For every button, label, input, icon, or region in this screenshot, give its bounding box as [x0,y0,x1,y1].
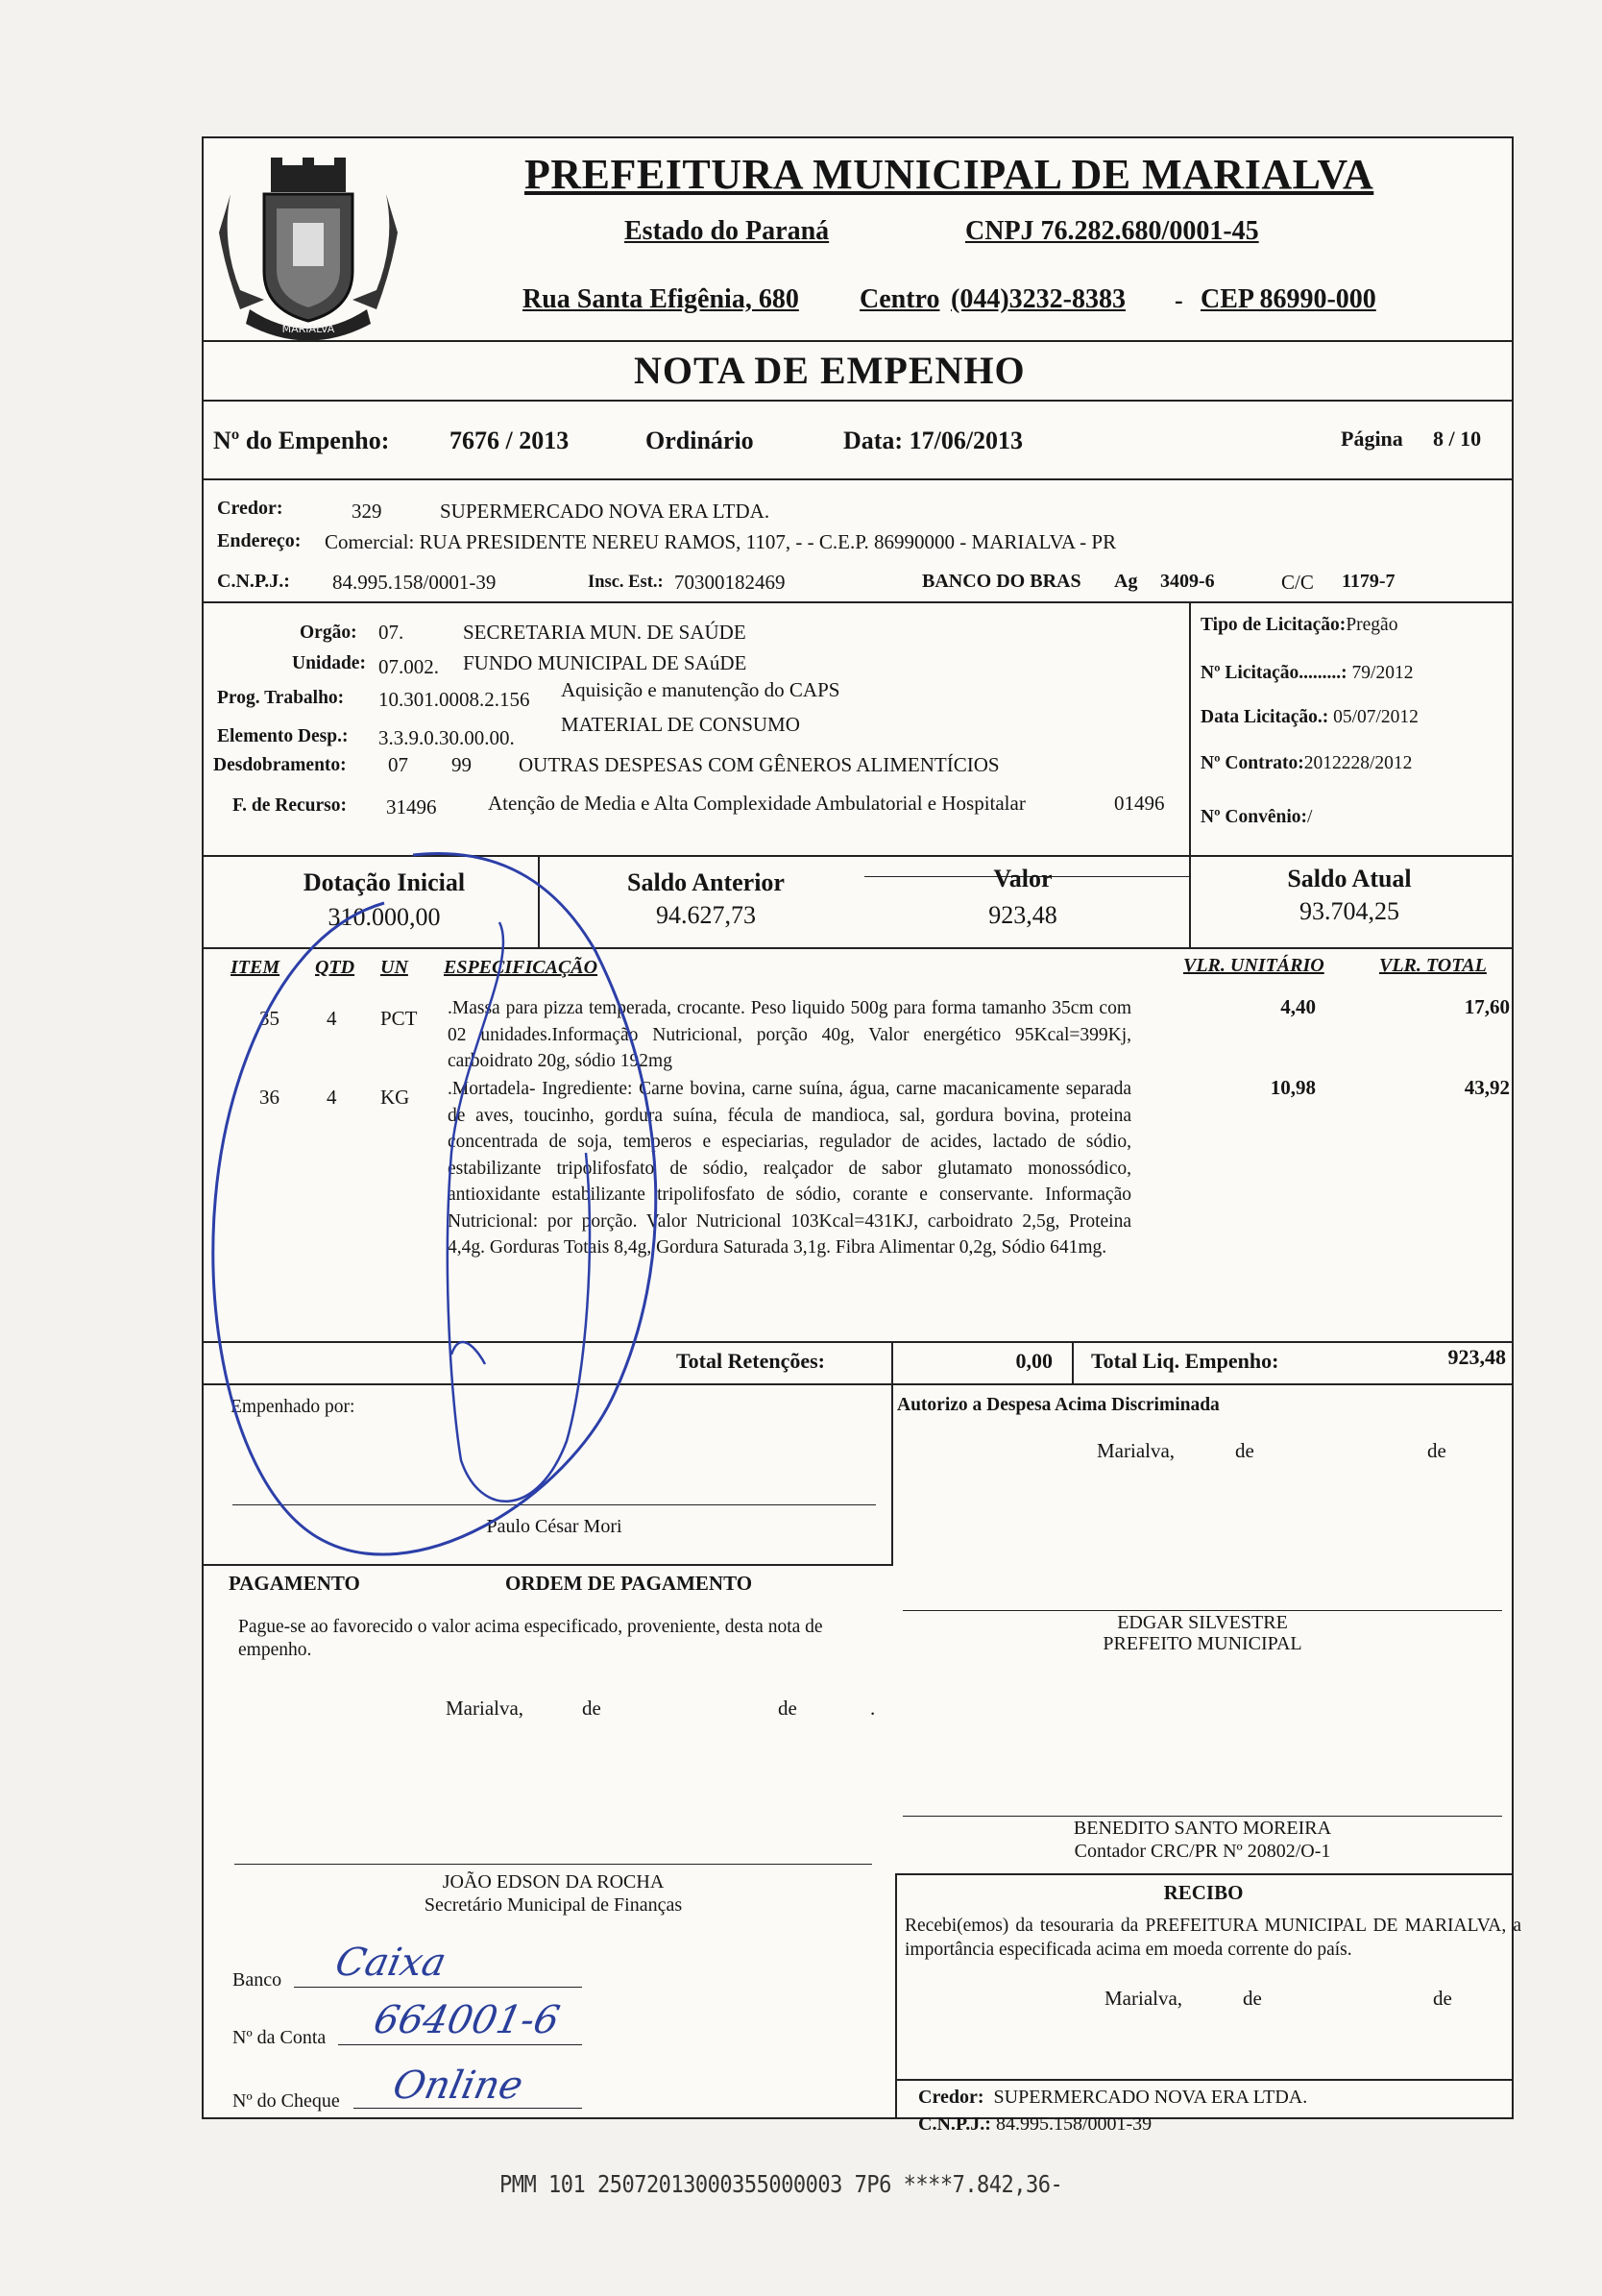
document-title: NOTA DE EMPENHO [634,349,1026,392]
item-unit-price: 10,98 [1270,1076,1316,1099]
numero-contrato: Nº Contrato:2012228/2012 [1201,753,1413,773]
pagamento-de: de [778,1697,797,1720]
pagamento-label: PAGAMENTO [229,1572,360,1595]
contador-name: BENEDITO SANTO MOREIRA [1073,1818,1332,1839]
unidade-code: 07.002. [378,655,439,678]
col-spec-header: ESPECIFICAÇÃO [444,957,598,978]
data-licitacao: Data Licitação.: 05/07/2012 [1201,707,1419,727]
agency-label: Ag [1114,571,1138,592]
divider [1072,1341,1074,1383]
empenho-number: 7676 / 2013 [449,427,570,454]
total-liquido-label: Total Liq. Empenho: [1091,1349,1279,1373]
insc-value: 70300182469 [674,571,786,594]
dotacao-label: Dotação Inicial [303,868,466,896]
col-total-header: VLR. TOTAL [1379,955,1487,976]
col-un-header: UN [380,957,408,978]
divider [202,340,1512,342]
district-label: Centro [860,284,940,314]
item-specification: .Massa para pizza temperada, crocante. Peso liquido 500g para forma tamanho 35cm com 02 unidades.Informação Nutricional, porção 40g, Valor energético 95Kcal=399Kj, carboidrato 20g, sódio 192mg [448,998,1131,1071]
item-number: 35 [259,1007,279,1030]
item-quantity: 4 [327,1007,337,1030]
page-label: Página [1341,427,1403,451]
total-liquido-value: 923,48 [1447,1345,1506,1369]
orgao-code: 07. [378,621,404,644]
cheque-line [353,2108,582,2109]
item-unit: PCT [380,1007,418,1030]
municipality-title: PREFEITURA MUNICIPAL DE MARIALVA [524,151,1374,198]
conta-label: Nº da Conta [232,2027,327,2048]
account-number: 1179-7 [1342,571,1396,592]
empenhado-label: Empenhado por: [231,1397,355,1417]
insc-label: Insc. Est.: [588,573,664,592]
cnpj-label: CNPJ 76.282.680/0001-45 [965,216,1259,246]
unidade-name: FUNDO MUNICIPAL DE SAúDE [463,651,747,674]
state-label: Estado do Paraná [624,216,830,246]
autorizo-label: Autorizo a Despesa Acima Discriminada [897,1395,1220,1415]
item-unit: KG [380,1086,410,1109]
unidade-label: Unidade: [292,653,366,673]
credor-label: Credor: [217,498,283,519]
prefeito-name: EDGAR SILVESTRE [1117,1612,1288,1633]
pagamento-city: Marialva, [446,1697,524,1720]
pagamento-text: Pague-se ao favorecido o valor acima especificado, proveniente, desta nota de empenho. [238,1617,823,1660]
valor-label: Valor [993,865,1053,892]
saldo-atual-value: 93.704,25 [1299,897,1399,925]
recibo-de: de [1243,1987,1262,2010]
saldo-anterior-value: 94.627,73 [656,901,756,929]
item-total-price: 17,60 [1464,995,1510,1018]
retencoes-value: 0,00 [1015,1349,1053,1373]
recibo-city: Marialva, [1104,1987,1183,2010]
recurso-label: F. de Recurso: [232,795,347,816]
cnpj-label: C.N.P.J.: [217,571,290,592]
col-qtd-header: QTD [315,957,355,978]
secretario-name: JOÃO EDSON DA ROCHA [442,1871,665,1893]
empenho-type: Ordinário [645,427,754,454]
cheque-handwritten: Online [389,2064,527,2108]
divider [202,400,1512,402]
divider [891,1383,893,1564]
item-specification: .Mortadela- Ingrediente: Carne bovina, carne suína, água, carne macanicamente separada de aves, toucinho, gordura suína, fécula de mandioca, sal, gordura bovina, proteina concentrada de soja, temperos e especiarias, regulador de acides, lactado de sódio, estabilizante tripolifosfato de sódio, realçador de sabor glutamato monossódico, antioxidante estabilizante tripolifosfato de sódio, corante e conservante. Informação Nutricional: por porção. Valor Nutricional 103Kcal=431KJ, carboidrato 2,5g, Proteina 4,4g. Gorduras Totais 8,4g, Gordura Saturada 3,1g. Fibra Alimentar 0,2g, Sódio 641mg. [448,1079,1131,1258]
prefeito-role: PREFEITO MUNICIPAL [1103,1633,1302,1654]
credor-code: 329 [352,500,382,523]
account-label: C/C [1281,571,1314,594]
page-number: 8 / 10 [1433,427,1482,451]
tipo-licitacao: Tipo de Licitação:Pregão [1201,615,1398,635]
col-unit-header: VLR. UNITÁRIO [1183,955,1324,976]
desdobramento-subcode: 99 [451,753,472,776]
desdobramento-code: 07 [388,753,408,776]
valor-value: 923,48 [988,901,1057,929]
orgao-name: SECRETARIA MUN. DE SAÚDE [463,621,746,644]
desdobramento-name: OUTRAS DESPESAS COM GÊNEROS ALIMENTÍCIOS [519,753,1000,776]
divider [202,478,1512,480]
credor-address: Comercial: RUA PRESIDENTE NEREU RAMOS, 1107, - - C.E.P. 86990000 - MARIALVA - PR [325,530,1117,553]
item-unit-price: 4,40 [1280,995,1316,1018]
coat-of-arms-icon [211,156,405,343]
numero-licitacao: Nº Licitação.........: 79/2012 [1201,663,1414,683]
bank-name: BANCO DO BRAS [922,571,1081,592]
address-label: Rua Santa Efigênia, 680 [522,284,799,314]
banco-label: Banco [232,1969,282,1991]
conta-line [338,2044,582,2045]
divider [895,1873,1512,1875]
recibo-text: Recebi(emos) da tesouraria da PREFEITURA MUNICIPAL DE MARIALVA, a importância especificada acima em moeda corrente do país. [905,1916,1521,1960]
divider [202,855,1512,857]
secretario-role: Secretário Municipal de Finanças [424,1894,683,1916]
svg-text:MARIALVA: MARIALVA [281,323,335,335]
autorizo-de: de [1235,1439,1254,1462]
empenho-date: Data: 17/06/2013 [843,427,1024,454]
divider [895,2079,1512,2081]
recibo-credor: Credor: SUPERMERCADO NOVA ERA LTDA. [918,2087,1308,2108]
pagamento-de: de [582,1697,601,1720]
recibo-de: de [1433,1987,1452,2010]
divider [202,947,1512,949]
credor-cnpj: 84.995.158/0001-39 [332,571,497,594]
authentication-stamp: PMM 101 25072013000355000003 7P6 ****7.842,36- [499,2171,1063,2199]
divider [1189,601,1191,855]
divider [202,1341,1512,1343]
cheque-label: Nº do Cheque [232,2090,340,2112]
pagamento-period: . [870,1697,876,1720]
elemento-name: MATERIAL DE CONSUMO [561,713,800,736]
signature-line [903,1816,1502,1817]
item-quantity: 4 [327,1086,337,1109]
ordem-pagamento-label: ORDEM DE PAGAMENTO [505,1572,753,1595]
item-number: 36 [259,1086,279,1109]
prog-code: 10.301.0008.2.156 [378,688,530,711]
cep-label: CEP 86990-000 [1201,284,1376,314]
agency-number: 3409-6 [1160,571,1215,592]
recibo-cnpj: C.N.P.J.: 84.995.158/0001-39 [918,2113,1153,2135]
address-label: Endereço: [217,530,302,551]
empenho-number-label: Nº do Empenho: [213,427,390,454]
separator-dash: - [1175,286,1183,314]
prog-label: Prog. Trabalho: [217,688,345,708]
contador-role: Contador CRC/PR Nº 20802/O-1 [1074,1841,1331,1862]
recurso-name: Atenção de Media e Alta Complexidade Ambulatorial e Hospitalar [488,792,1026,815]
divider [202,601,1512,603]
prog-name: Aquisição e manutenção do CAPS [561,678,840,701]
saldo-atual-label: Saldo Atual [1287,865,1412,892]
credor-name: SUPERMERCADO NOVA ERA LTDA. [440,500,770,523]
retencoes-label: Total Retenções: [676,1349,825,1373]
autorizo-city: Marialva, [1097,1439,1176,1462]
signature-line [903,1610,1502,1611]
item-total-price: 43,92 [1464,1076,1510,1099]
banco-handwritten: Caixa [331,1941,450,1985]
orgao-label: Orgão: [300,623,357,643]
divider [538,855,540,947]
elemento-code: 3.3.9.0.30.00.00. [378,726,515,749]
recurso-code: 31496 [386,795,437,818]
banco-line [294,1987,582,1988]
divider [891,1341,893,1383]
autorizo-de: de [1427,1439,1446,1462]
empenhado-name: Paulo César Mori [486,1516,622,1537]
elemento-label: Elemento Desp.: [217,726,349,746]
recibo-title: RECIBO [1163,1881,1244,1904]
numero-convenio: Nº Convênio:/ [1201,807,1313,827]
desdobramento-label: Desdobramento: [213,755,347,775]
signature-line [234,1864,872,1865]
dotacao-value: 310.000,00 [328,903,441,931]
divider [202,1564,893,1566]
signature-line [232,1504,876,1505]
saldo-anterior-label: Saldo Anterior [627,868,785,896]
divider [202,1383,1512,1385]
conta-handwritten: 664001-6 [370,1998,564,2042]
recurso-code-2: 01496 [1114,792,1165,815]
phone-label: (044)3232-8383 [951,284,1126,314]
col-item-header: ITEM [231,957,280,978]
